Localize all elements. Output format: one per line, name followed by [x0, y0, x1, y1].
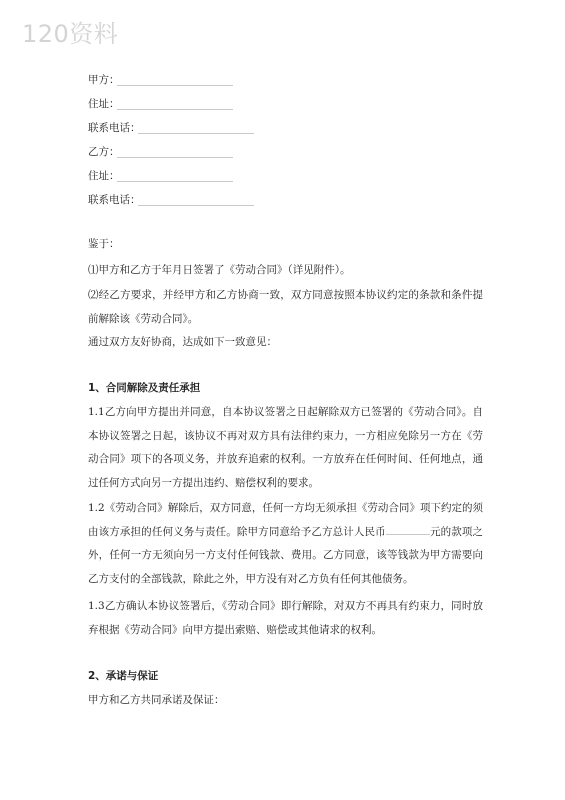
clause-1-3: 1.3乙方确认本协议签署后，《劳动合同》即行解除，对双方不再具有约束力，同时放弃根据《劳动合同》向甲方提出索赔、赔偿或其他请求的权利。 [88, 600, 483, 636]
party-a-blank [117, 85, 233, 86]
recital-item-2: ⑵经乙方要求，并经甲方和乙方协商一致，双方同意按照本协议约定的条款和条件提前解除该《劳动合同》。 [88, 289, 483, 325]
party-a-label: 甲方： [88, 74, 120, 86]
watermark-logo: 120资料 [22, 20, 119, 48]
address-b-label: 住址： [88, 170, 120, 182]
recitals-conclusion: 通过双方友好协商，达成如下一致意见： [88, 336, 277, 348]
phone-a-label: 联系电话： [88, 122, 141, 134]
phone-b-label: 联系电话： [88, 194, 141, 206]
clause-1-2-part-a: 1.2《劳动合同》解除后，双方同意，任何一方均无须承担《劳动合同》项下约定的须由该方承担的任何义务与责任。除甲方同意给予乙方总计人民币 [88, 502, 483, 538]
party-b-blank [117, 157, 233, 158]
address-b-blank [117, 181, 233, 182]
amount-blank [386, 525, 430, 535]
clause-1-1: 1.1乙方向甲方提出并同意，自本协议签署之日起解除双方已签署的《劳动合同》。自本协议签署之日起，该协议不再对双方具有法律约束力，一方相应免除另一方在《劳动合同》项下的各项义务，并放弃追索的权利。一方放弃在任何时间、任何地点，通过任何方式向另一方提出违约、赔偿权利的要求。 [88, 406, 483, 489]
recitals-intro: 鉴于： [88, 238, 120, 250]
address-a-label: 住址： [88, 98, 120, 110]
clause-1-2-part-b: 元的款项之外，任何一方无须向另一方支付任何钱款、费用。乙方同意，该等钱款为甲方需要向乙方支付的全部钱款，除此之外，甲方没有对乙方负有任何其他债务。 [88, 525, 484, 585]
clause-1-2 [88, 497, 483, 591]
phone-a-blank [138, 133, 254, 134]
section-1-heading: 1、合同解除及责任承担 [88, 382, 201, 394]
address-a-blank [117, 109, 233, 110]
section-2-intro: 甲方和乙方共同承诺及保证： [88, 694, 225, 706]
recital-item-1: ⑴甲方和乙方于年月日签署了《劳动合同》（详见附件）。 [88, 264, 351, 276]
phone-b-blank [138, 205, 254, 206]
section-2-heading: 2、承诺与保证 [88, 670, 159, 682]
party-b-label: 乙方： [88, 146, 120, 158]
